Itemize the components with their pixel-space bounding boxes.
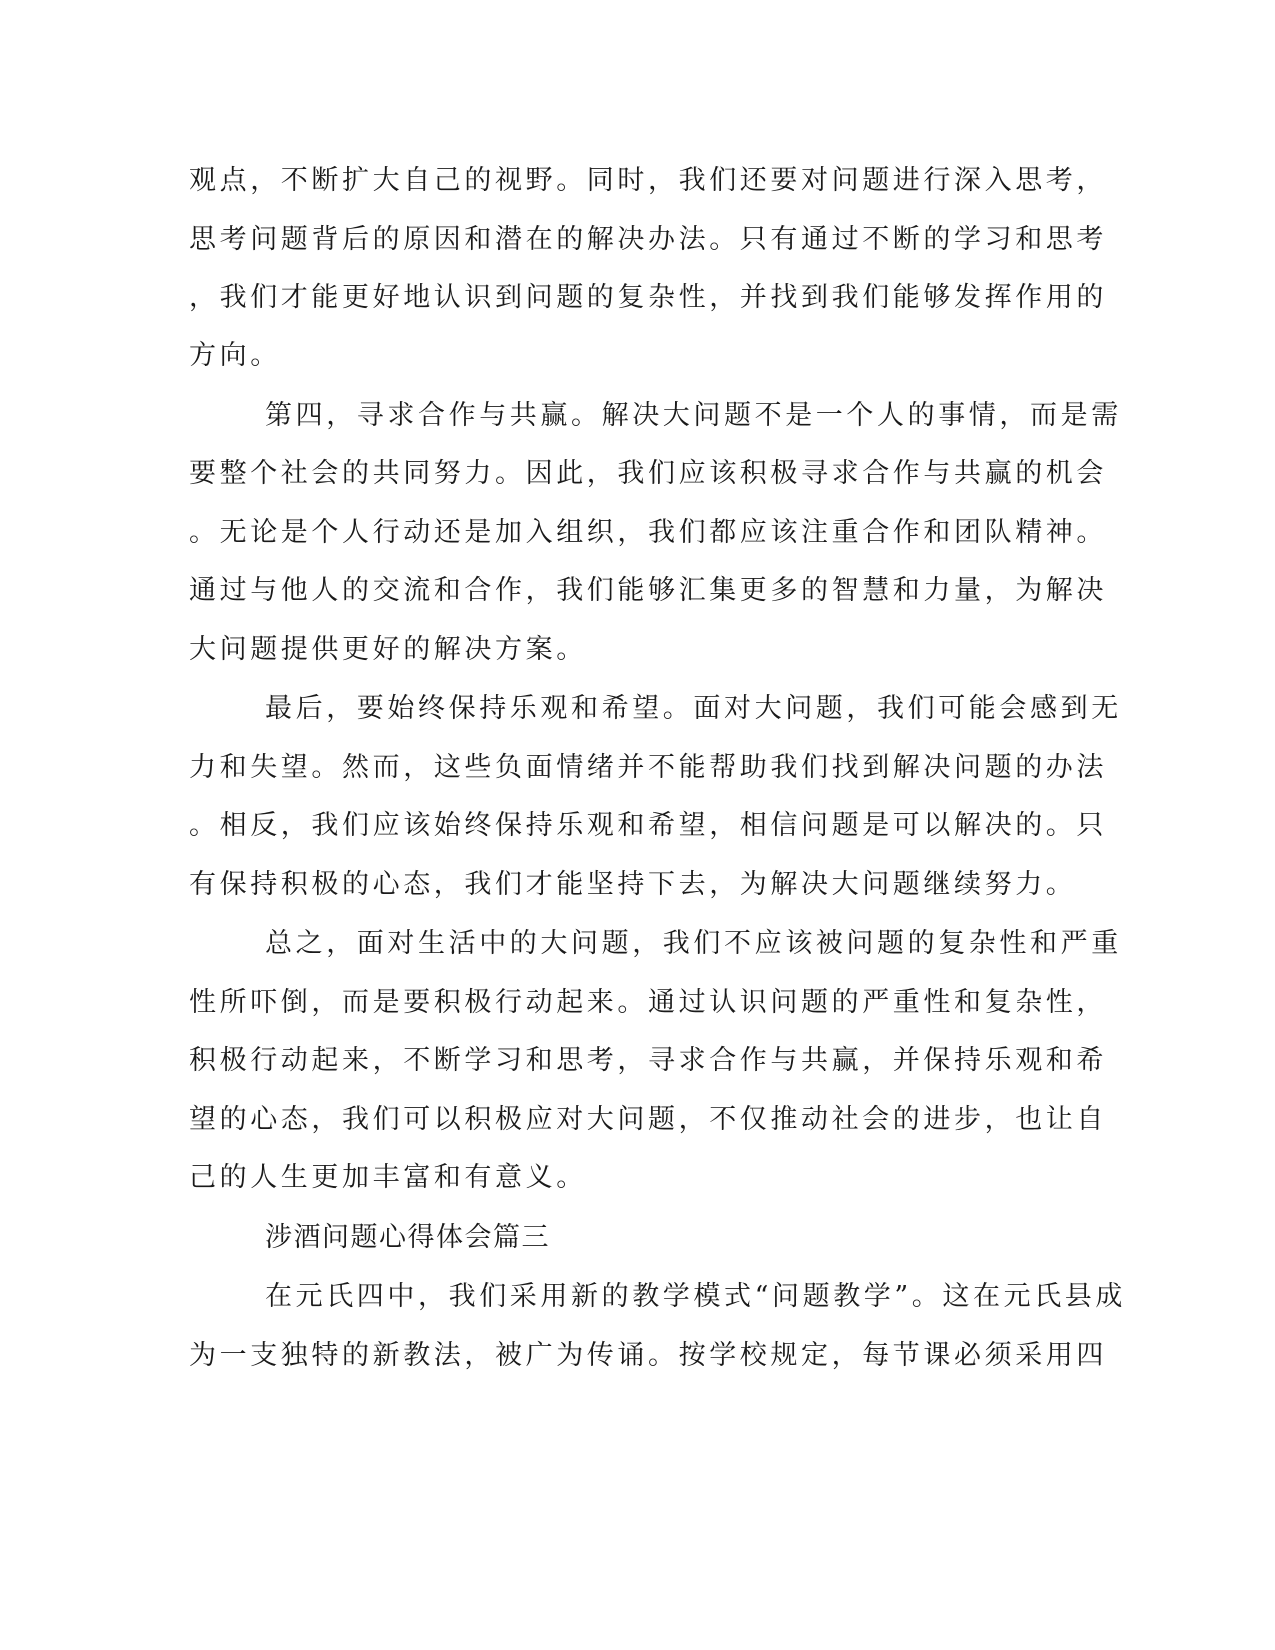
text-line: 为一支独特的新教法，被广为传诵。按学校规定，每节课必须采用四 [189,1340,1107,1371]
paragraph-start-line: 第四，寻求合作与共赢。解决大问题不是一个人的事情，而是需 [265,400,1122,431]
text-line: 性所吓倒，而是要积极行动起来。通过认识问题的严重性和复杂性， [189,987,1107,1018]
text-line: 。无论是个人行动还是加入组织，我们都应该注重合作和团队精神。 [189,517,1107,548]
text-line: ，我们才能更好地认识到问题的复杂性，并找到我们能够发挥作用的 [189,282,1107,313]
text-line: 大问题提供更好的解决方案。 [189,634,587,665]
text-line: 通过与他人的交流和合作，我们能够汇集更多的智慧和力量，为解决 [189,575,1107,606]
text-line: 望的心态，我们可以积极应对大问题，不仅推动社会的进步，也让自 [189,1104,1107,1135]
text-line: 积极行动起来，不断学习和思考，寻求合作与共赢，并保持乐观和希 [189,1045,1107,1076]
text-line: 观点，不断扩大自己的视野。同时，我们还要对问题进行深入思考， [189,165,1107,196]
text-line: 思考问题背后的原因和潜在的解决办法。只有通过不断的学习和思考 [189,224,1107,255]
paragraph-start-line: 在元氏四中，我们采用新的教学模式“问题教学”。这在元氏县成 [265,1281,1127,1312]
text-line: 。相反，我们应该始终保持乐观和希望，相信问题是可以解决的。只 [189,810,1107,841]
text-line: 要整个社会的共同努力。因此，我们应该积极寻求合作与共赢的机会 [189,458,1107,489]
paragraph-start-line: 最后，要始终保持乐观和希望。面对大问题，我们可能会感到无 [265,693,1122,724]
text-line: 己的人生更加丰富和有意义。 [189,1162,587,1193]
text-line: 力和失望。然而，这些负面情绪并不能帮助我们找到解决问题的办法 [189,752,1107,783]
paragraph-start-line: 总之，面对生活中的大问题，我们不应该被问题的复杂性和严重 [265,928,1122,959]
text-line: 方向。 [189,340,281,371]
text-line: 有保持积极的心态，我们才能坚持下去，为解决大问题继续努力。 [189,869,1077,900]
section-heading: 涉酒问题心得体会篇三 [265,1222,550,1253]
